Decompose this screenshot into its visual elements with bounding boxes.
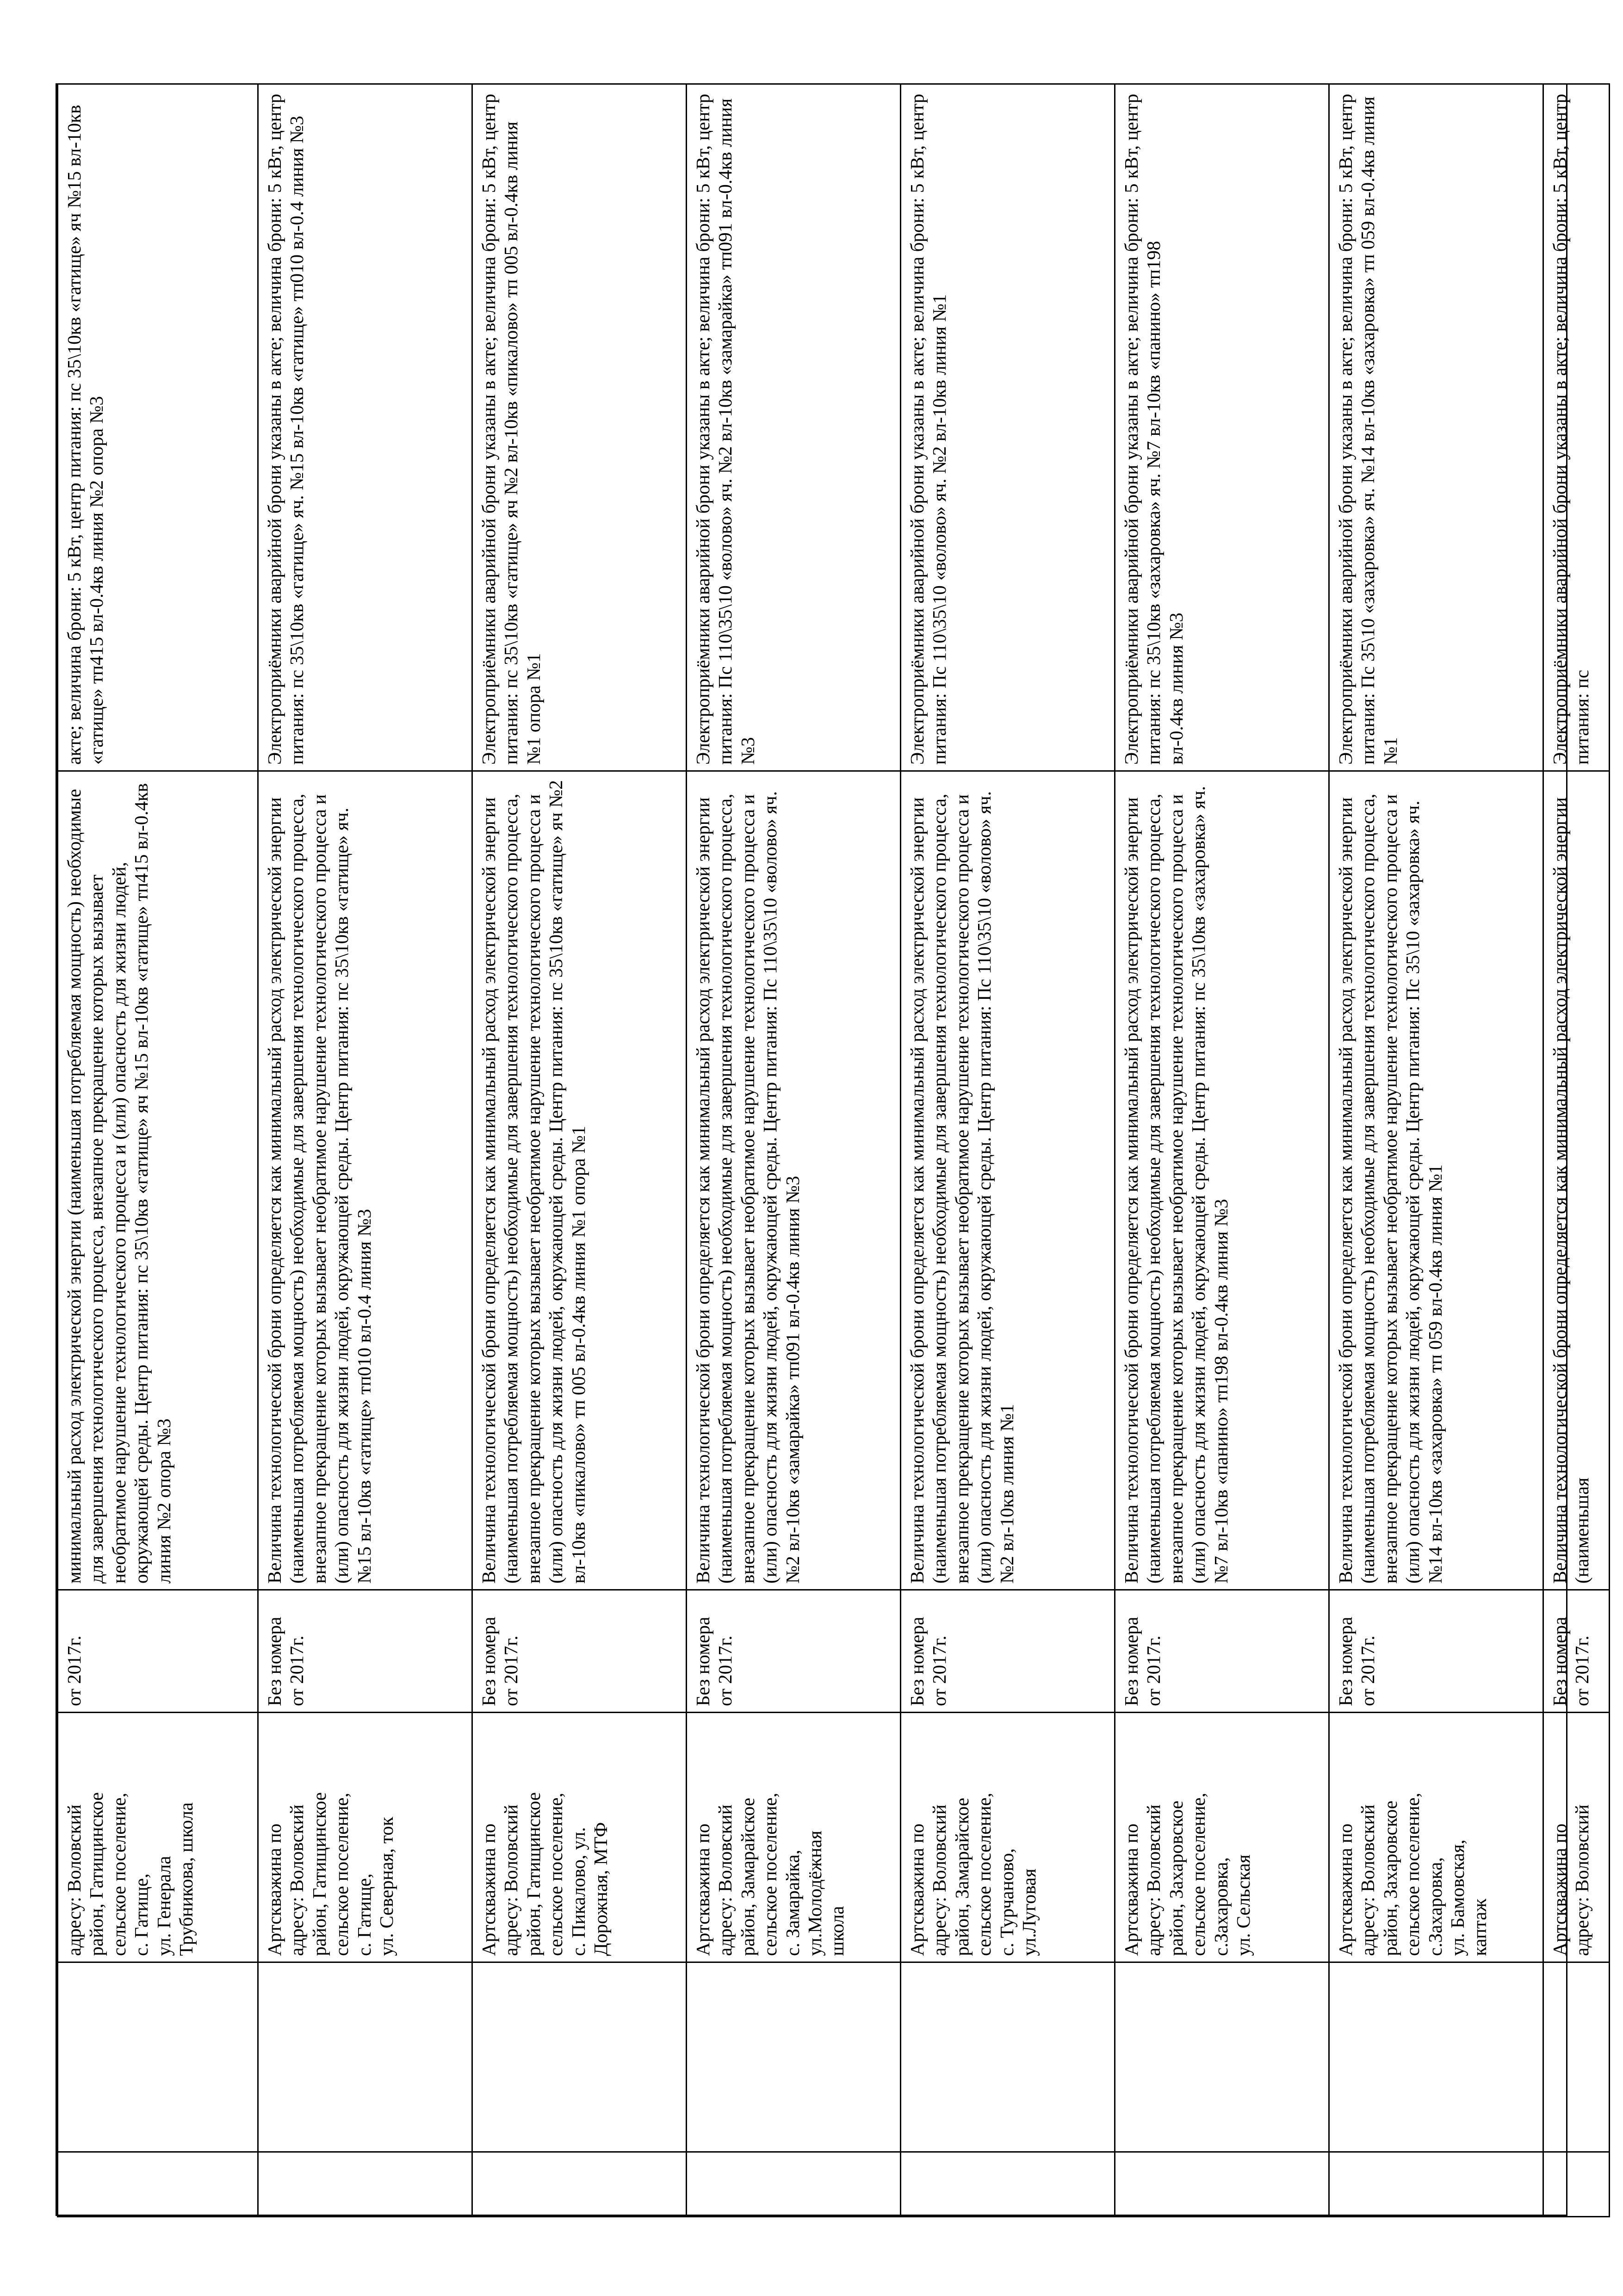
empty-cell-2 [1329,1962,1543,2152]
table-row [472,84,687,2217]
emergency-reserve-cell: Электроприёмники аварийной брони указаны в акте; величина брони: 5 кВт, центр питания: пс 35\10кв «захаровка» яч. №7 вл-10кв «панино» тп198 вл-0.4кв линия №3 [1115,84,1329,771]
emergency-reserve-cell: акте; величина брони: 5 кВт, центр питания: пс 35\10кв «гатище» яч №15 вл-10кв «гатище» тп415 вл-0.4кв линия №2 опора №3 [58,84,258,771]
document-cell: Без номера от 2017г. [1115,1590,1329,1713]
table-row [1543,84,1610,2217]
table-row [58,84,258,2217]
empty-cell-1 [901,2152,1115,2217]
document-page [56,83,1593,2216]
empty-cell-1 [687,2152,901,2217]
technological-reserve-cell: Величина технологической брони определяется как минимальный расход электрической энергии (наименьшая потребляемая мощность) необходимые для завершения технологического процесса, внезапное прекращение которых вызывает необратимое нарушение технологического процесса и (или) опасность для жизни людей, окружающей среды. Центр питания: Пс 110\35\10 «волово» яч. №2 вл-10кв «замарайка» тп091 вл-0.4кв линия №3 [687,771,901,1590]
empty-cell-2 [258,1962,472,2152]
empty-cell-1 [1115,2152,1329,2217]
document-cell: Без номера от 2017г. [1329,1590,1543,1713]
empty-cell-1 [1329,2152,1543,2217]
emergency-reserve-cell: Электроприёмники аварийной брони указаны в акте; величина брони: 5 кВт, центр питания: пс [1543,84,1610,771]
empty-cell-2 [687,1962,901,2152]
technological-reserve-cell: Величина технологической брони определяется как минимальный расход электрической энергии (наименьшая потребляемая мощность) необходимые для завершения технологического процесса, внезапное прекращение которых вызывает необратимое нарушение технологического процесса и (или) опасность для жизни людей, окружающей среды. Центр питания: Пс 35\10 «захаровка» яч. №14 вл-10кв «захаровка» тп 059 вл-0.4кв линия №1 [1329,771,1543,1590]
empty-cell-2 [1543,1962,1610,2152]
object-address-cell: адресу: Воловский район, Гатищинское сельское поселение, с. Гатище, ул. Генерала Трубникова, школа [58,1713,258,1962]
technological-reserve-cell: Величина технологической брони определяется как минимальный расход электрической энергии (наименьшая потребляемая мощность) необходимые для завершения технологического процесса, внезапное прекращение которых вызывает необратимое нарушение технологического процесса и (или) опасность для жизни людей, окружающей среды. Центр питания: пс 35\10кв «гатище» яч №2 вл-10кв «пикалово» тп 005 вл-0.4кв линия №1 опора №1 [472,771,687,1590]
object-address-cell: Артскважина по адресу: Воловский район, Гатищинское сельское поселение, с. Гатище, ул. Северная, ток [258,1713,472,1962]
technological-reserve-cell: минимальный расход электрической энергии (наименьшая потребляемая мощность) необходимые для завершения технологического процесса, внезапное прекращение которых вызывает необратимое нарушение технологического процесса и (или) опасность для жизни людей, окружающей среды. Центр питания: пс 35\10кв «гатище» яч №15 вл-10кв «гатище» тп415 вл-0.4кв линия №2 опора №3 [58,771,258,1590]
object-address-cell: Артскважина по адресу: Воловский район, Гатищинское сельское поселение, с. Пикалово, ул. Дорожная, МТФ [472,1713,687,1962]
technological-reserve-cell: Величина технологической брони определяется как минимальный расход электрической энергии (наименьшая [1543,771,1610,1590]
object-address-cell: Артскважина по адресу: Воловский район, Замарайское сельское поселение, с. Турчаново, ул.Луговая [901,1713,1115,1962]
technological-reserve-cell: Величина технологической брони определяется как минимальный расход электрической энергии (наименьшая потребляемая мощность) необходимые для завершения технологического процесса, внезапное прекращение которых вызывает необратимое нарушение технологического процесса и (или) опасность для жизни людей, окружающей среды. Центр питания: Пс 110\35\10 «волово» яч. №2 вл-10кв линия №1 [901,771,1115,1590]
emergency-reserve-cell: Электроприёмники аварийной брони указаны в акте; величина брони: 5 кВт, центр питания: Пс 35\10 «захаровка» яч. №14 вл-10кв «захаровка» тп 059 вл-0.4кв линия №1 [1329,84,1543,771]
object-address-cell: Артскважина по адресу: Воловский район, Захаровское сельское поселение, с.Захаровка, ул. Сельская [1115,1713,1329,1962]
document-cell: Без номера от 2017г. [901,1590,1115,1713]
empty-cell-2 [472,1962,687,2152]
table-row [1329,84,1543,2217]
document-cell: Без номера от 2017г. [687,1590,901,1713]
object-address-cell: Артскважина по адресу: Воловский район, Захаровское сельское поселение, с.Захаровка, ул. Бамовская, каптаж [1329,1713,1543,1962]
object-address-cell: Артскважина по адресу: Воловский [1543,1713,1610,1962]
technological-reserve-cell: Величина технологической брони определяется как минимальный расход электрической энергии (наименьшая потребляемая мощность) необходимые для завершения технологического процесса, внезапное прекращение которых вызывает необратимое нарушение технологического процесса и (или) опасность для жизни людей, окружающей среды. Центр питания: пс 35\10кв «захаровка» яч. №7 вл-10кв «панино» тп198 вл-0.4кв линия №3 [1115,771,1329,1590]
document-cell: Без номера от 2017г. [1543,1590,1610,1713]
empty-cell-1 [258,2152,472,2217]
document-cell: Без номера от 2017г. [472,1590,687,1713]
emergency-reserve-cell: Электроприёмники аварийной брони указаны в акте; величина брони: 5 кВт, центр питания: пс 35\10кв «гатище» яч. №15 вл-10кв «гатище» тп010 вл-0.4 линия №3 [258,84,472,771]
table-row [1115,84,1329,2217]
empty-cell-2 [901,1962,1115,2152]
emergency-reserve-cell: Электроприёмники аварийной брони указаны в акте; величина брони: 5 кВт, центр питания: Пс 110\35\10 «волово» яч. №2 вл-10кв линия №1 [901,84,1115,771]
rotated-table-wrapper [57,85,1593,2217]
table-row [901,84,1115,2217]
emergency-reserve-cell: Электроприёмники аварийной брони указаны в акте; величина брони: 5 кВт, центр питания: пс 35\10кв «гатище» яч №2 вл-10кв «пикалово» тп 005 вл-0.4кв линия №1 опора №1 [472,84,687,771]
emergency-reserve-cell: Электроприёмники аварийной брони указаны в акте; величина брони: 5 кВт, центр питания: Пс 110\35\10 «волово» яч. №2 вл-10кв «замарайка» тп091 вл-0.4кв линия №3 [687,84,901,771]
document-cell: Без номера от 2017г. [258,1590,472,1713]
power-reserve-table [57,83,1610,2217]
empty-cell-1 [1543,2152,1610,2217]
empty-cell-2 [58,1962,258,2152]
empty-cell-1 [472,2152,687,2217]
technological-reserve-cell: Величина технологической брони определяется как минимальный расход электрической энергии (наименьшая потребляемая мощность) необходимые для завершения технологического процесса, внезапное прекращение которых вызывает необратимое нарушение технологического процесса и (или) опасность для жизни людей, окружающей среды. Центр питания: пс 35\10кв «гатище» яч. №15 вл-10кв «гатище» тп010 вл-0.4 линия №3 [258,771,472,1590]
table-row [687,84,901,2217]
document-cell: от 2017г. [58,1590,258,1713]
empty-cell-2 [1115,1962,1329,2152]
object-address-cell: Артскважина по адресу: Воловский район, Замарайское сельское поселение, с. Замарайка, ул.Молодёжная школа [687,1713,901,1962]
empty-cell-1 [58,2152,258,2217]
table-row [258,84,472,2217]
